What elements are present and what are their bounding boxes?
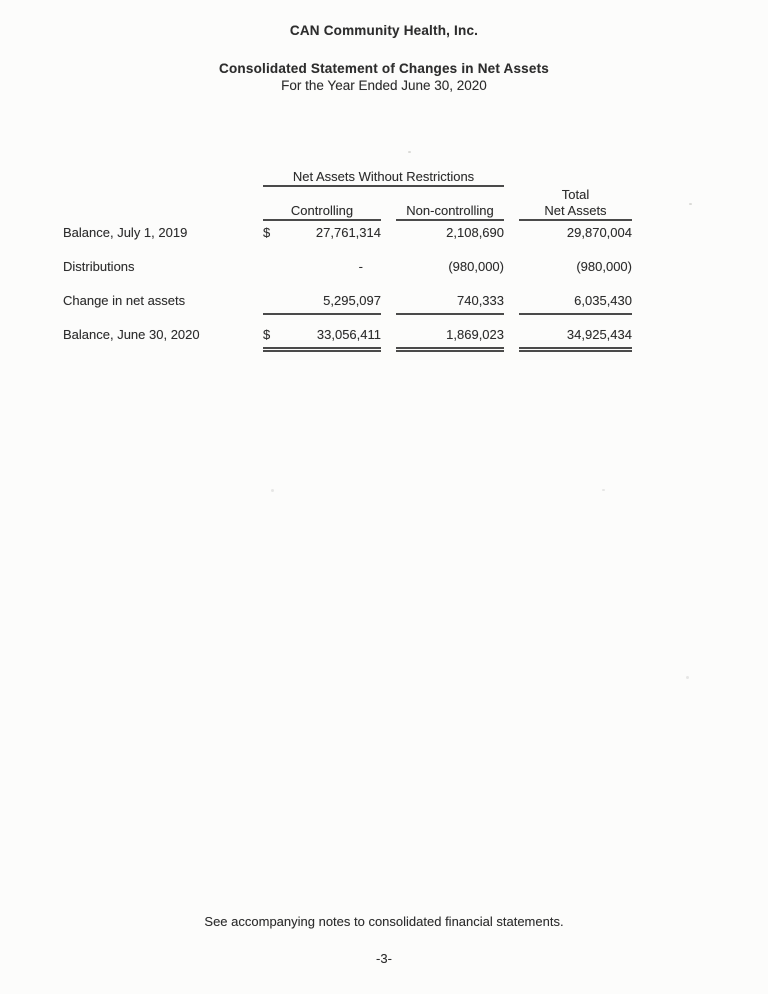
scan-speckle (689, 203, 692, 205)
page-number: -3- (376, 951, 392, 966)
column-header-noncontrolling: Non-controlling (396, 203, 504, 221)
cell-noncontrolling: 740,333 (396, 289, 504, 315)
scan-speckle (271, 489, 274, 492)
document-header (0, 0, 768, 93)
total-column-header-line1: Total (561, 187, 590, 202)
cell-controlling (263, 221, 381, 255)
cell-total: 34,925,434 (519, 323, 632, 352)
cell-value: 27,761,314 (315, 225, 381, 240)
cell-value: 33,056,411 (316, 327, 381, 342)
row-label: Change in net assets (63, 293, 186, 308)
period-subtitle: For the Year Ended June 30, 2020 (281, 78, 487, 93)
cell-total: 6,035,430 (519, 289, 632, 315)
row-label: Distributions (63, 259, 135, 274)
cell-controlling (263, 255, 381, 289)
cell-noncontrolling: 1,869,023 (396, 323, 504, 352)
cell-value: 5,295,097 (323, 293, 381, 308)
cell-controlling (263, 323, 381, 352)
cell-noncontrolling: 2,108,690 (446, 225, 504, 240)
column-header-controlling: Controlling (263, 203, 381, 221)
company-name: CAN Community Health, Inc. (289, 23, 479, 38)
notes-reference: See accompanying notes to consolidated financial statements. (204, 914, 564, 929)
scan-speckle (686, 676, 689, 679)
cell-value: - (358, 259, 363, 274)
changes-in-net-assets-table (63, 167, 632, 357)
cell-total: (980,000) (576, 259, 632, 274)
statement-title: Consolidated Statement of Changes in Net Assets (219, 61, 549, 76)
cell-total: 29,870,004 (566, 225, 632, 240)
total-column-header-line2: Net Assets (519, 203, 632, 221)
row-label: Balance, July 1, 2019 (63, 225, 188, 240)
row-label: Balance, June 30, 2020 (63, 327, 200, 342)
scan-speckle (602, 489, 605, 491)
currency-symbol: $ (263, 327, 271, 342)
currency-symbol: $ (263, 225, 271, 240)
cell-controlling (263, 289, 381, 315)
column-group-header: Net Assets Without Restrictions (263, 167, 504, 187)
cell-noncontrolling: (980,000) (448, 259, 504, 274)
scan-speckle (408, 151, 411, 153)
